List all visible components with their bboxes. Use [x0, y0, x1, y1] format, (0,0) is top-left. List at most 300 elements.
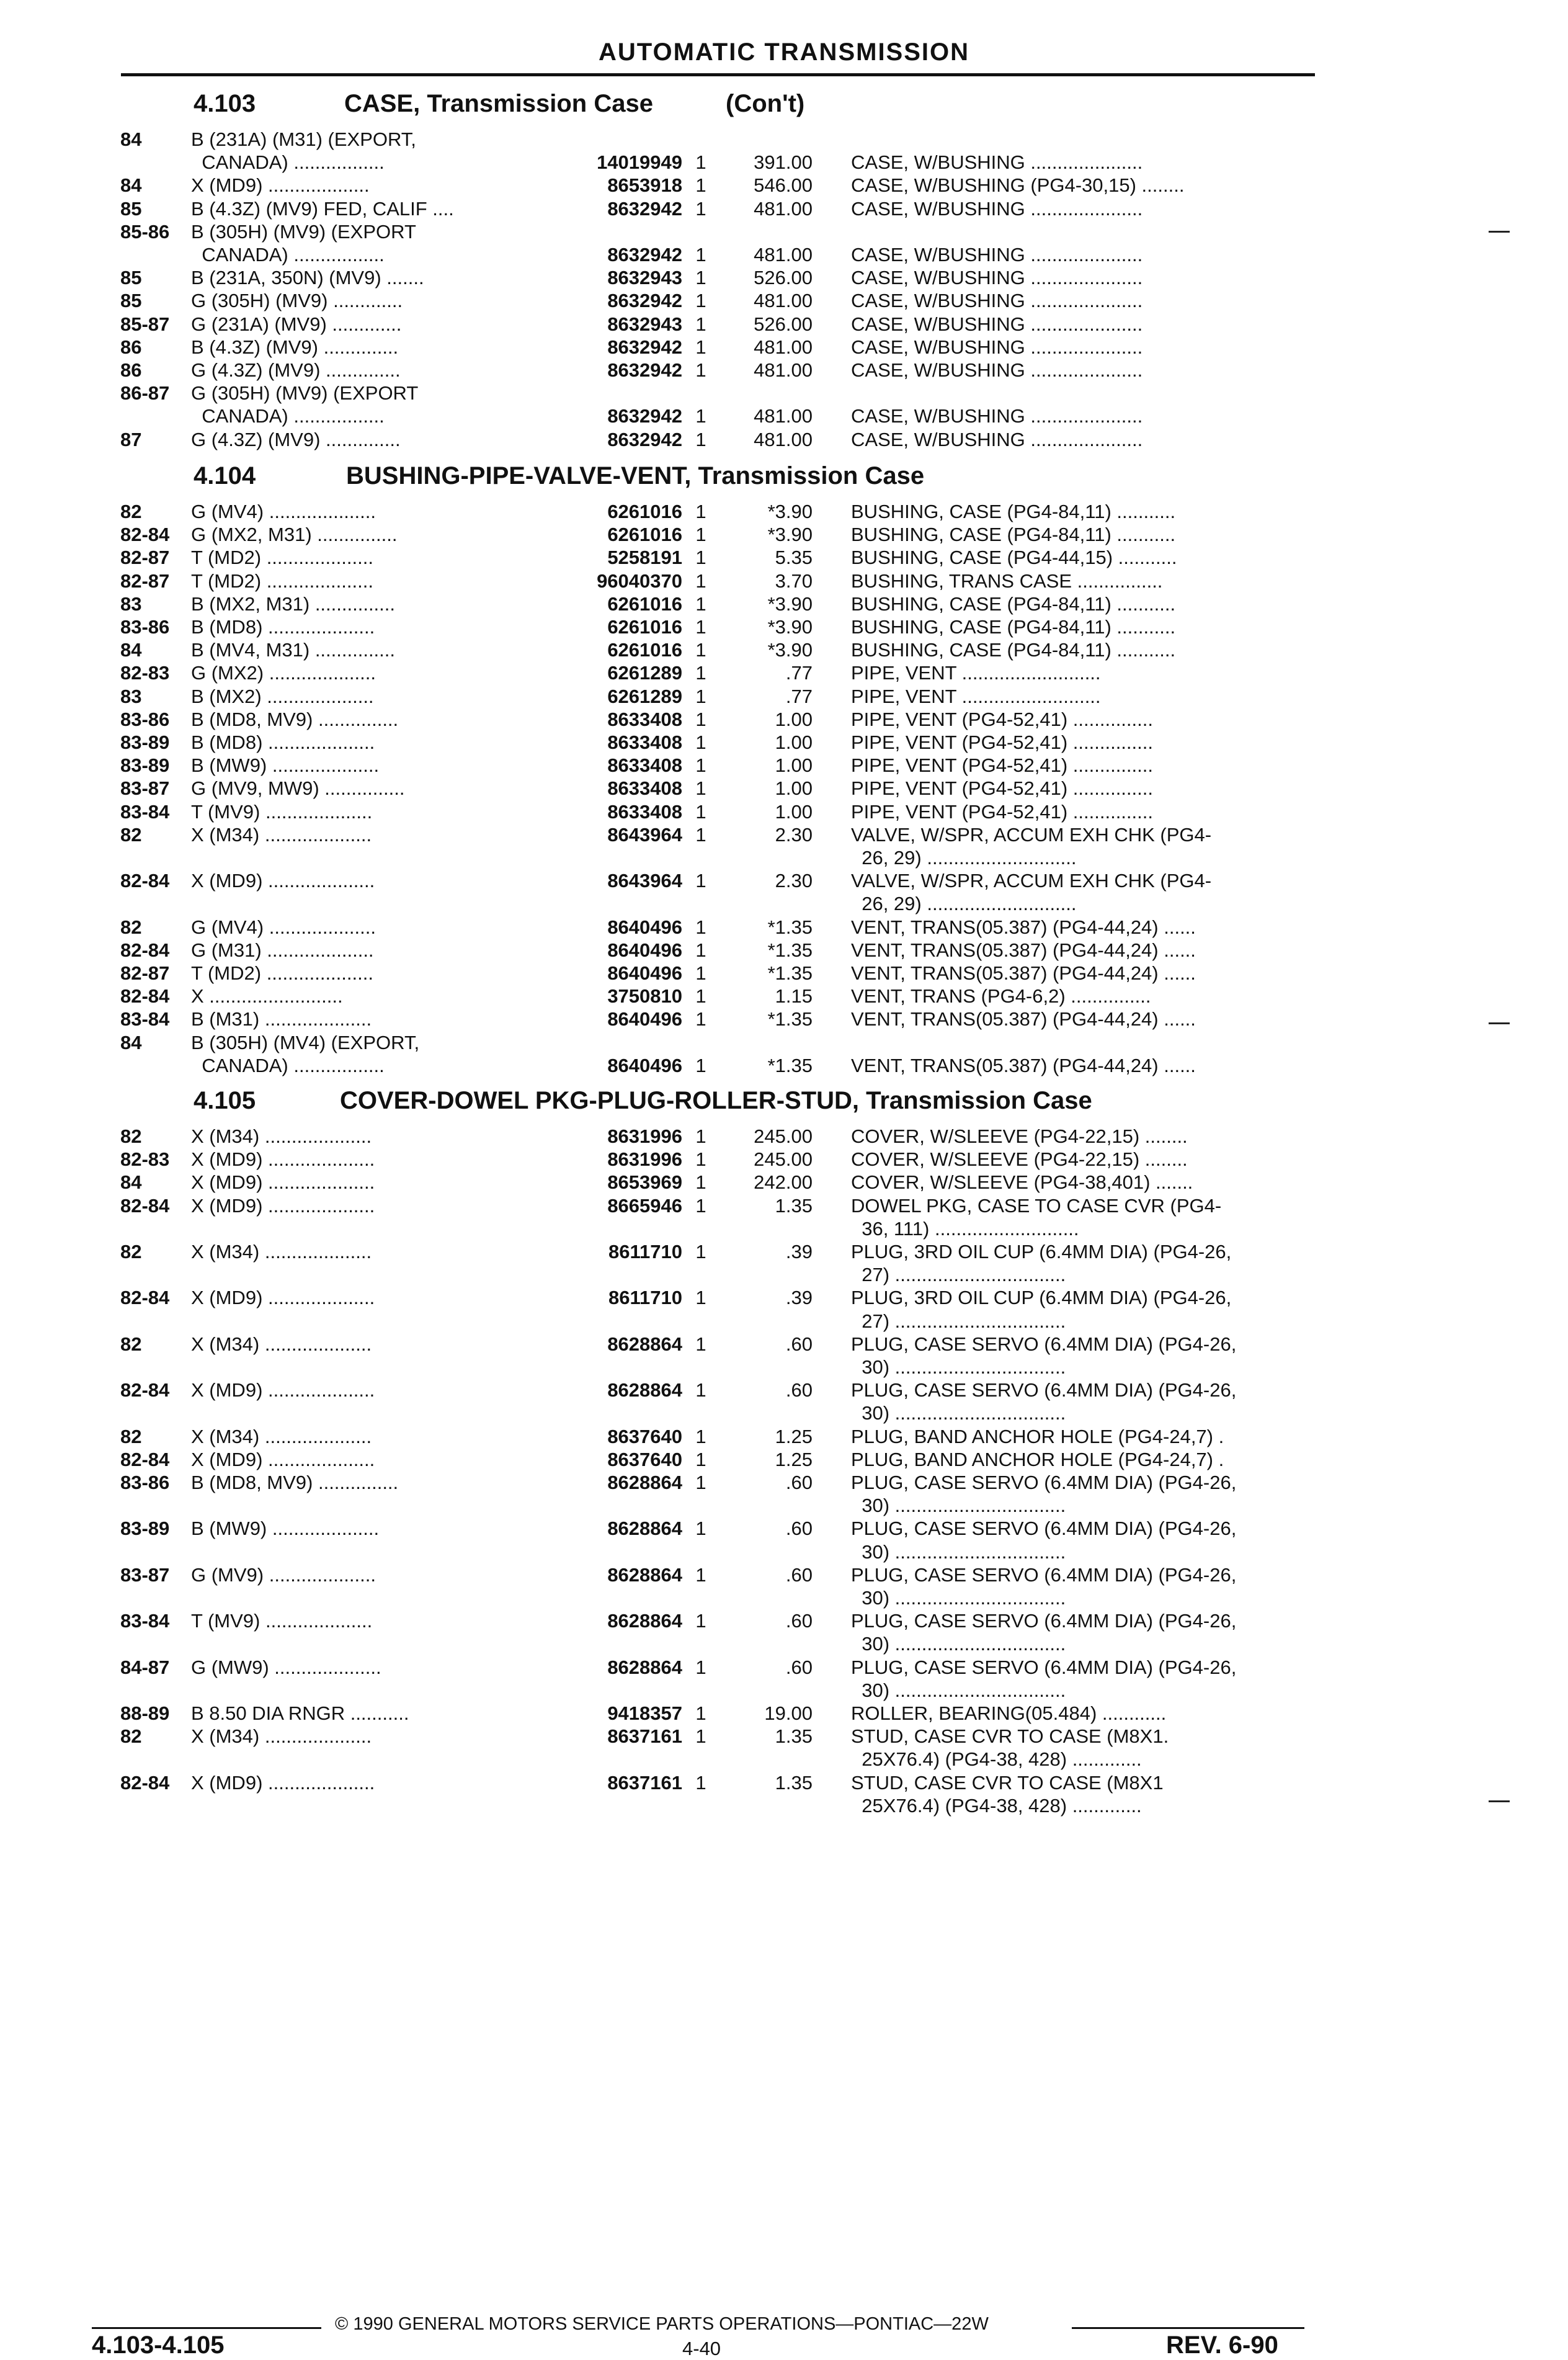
- year-range: 86: [120, 359, 142, 381]
- part-name: VALVE, W/SPR, ACCUM EXH CHK (PG4-: [851, 823, 1212, 846]
- application-description: B (MX2) ....................: [191, 685, 374, 707]
- year-range: 82-84: [120, 1771, 170, 1794]
- part-number: 8640496: [607, 916, 682, 938]
- part-name: CASE, W/BUSHING .....................: [851, 244, 1143, 266]
- part-number: 8632942: [607, 290, 682, 312]
- part-number: 8628864: [607, 1610, 682, 1632]
- price: 1.35: [775, 1725, 813, 1748]
- application-description: X (M34) ....................: [191, 1125, 372, 1147]
- year-range: 84: [120, 174, 142, 197]
- section-title: COVER-DOWEL PKG-PLUG-ROLLER-STUD, Transmission Case: [340, 1087, 1092, 1114]
- year-range: 83-86: [120, 1472, 170, 1493]
- quantity: 1: [695, 1656, 706, 1678]
- part-number: 8611710: [608, 1287, 682, 1309]
- quantity: 1: [695, 359, 706, 381]
- quantity: 1: [695, 639, 706, 661]
- application-description: G (MX2) ....................: [191, 662, 376, 684]
- part-name: 27) ................................: [851, 1310, 1066, 1332]
- part-number: 8640496: [607, 962, 682, 984]
- part-number: 8632942: [607, 336, 682, 358]
- year-range: 86-87: [120, 382, 170, 405]
- part-number: 8632943: [607, 267, 682, 289]
- year-range: 86: [120, 336, 142, 358]
- part-number: 8632943: [607, 313, 682, 335]
- part-name: PIPE, VENT (PG4-52,41) ...............: [851, 731, 1153, 753]
- application-description: G (MV4) ....................: [191, 916, 376, 938]
- year-range: 83-84: [120, 1008, 170, 1030]
- year-range: 82-84: [120, 1448, 170, 1470]
- price: 526.00: [754, 267, 813, 289]
- quantity: 1: [695, 962, 706, 984]
- quantity: 1: [695, 290, 706, 312]
- part-number: 6261289: [607, 662, 682, 684]
- application-description: B (MD8, MV9) ...............: [191, 1472, 399, 1493]
- part-name: PLUG, BAND ANCHOR HOLE (PG4-24,7) .: [851, 1425, 1224, 1447]
- year-range: 82-84: [120, 1194, 170, 1217]
- year-range: 83-84: [120, 1610, 170, 1632]
- application-description: X (MD9) ....................: [191, 1194, 375, 1217]
- price: .60: [785, 1517, 813, 1540]
- year-range: 88-89: [120, 1702, 170, 1724]
- part-name: STUD, CASE CVR TO CASE (M8X1.: [851, 1725, 1169, 1748]
- part-number: 8631996: [607, 1125, 682, 1147]
- part-name: COVER, W/SLEEVE (PG4-22,15) ........: [851, 1148, 1188, 1171]
- part-name: BUSHING, CASE (PG4-84,11) ...........: [851, 616, 1176, 638]
- part-name: BUSHING, CASE (PG4-84,11) ...........: [851, 501, 1176, 522]
- part-name: 30) ................................: [851, 1495, 1066, 1517]
- year-range: 84: [120, 1171, 142, 1194]
- part-name: CASE, W/BUSHING .....................: [851, 313, 1143, 335]
- price: .60: [785, 1656, 813, 1678]
- quantity: 1: [695, 823, 706, 846]
- price: *3.90: [767, 524, 813, 546]
- application-description: G (M31) ....................: [191, 939, 374, 961]
- part-name: 30) ................................: [851, 1633, 1066, 1655]
- year-range: 82-87: [120, 570, 170, 592]
- application-description: X (MD9) ...................: [191, 174, 370, 197]
- footer-section-range: 4.103-4.105: [92, 2331, 225, 2359]
- part-number: 8628864: [607, 1379, 682, 1401]
- part-number: 8632942: [607, 405, 682, 427]
- part-name: PLUG, CASE SERVO (6.4MM DIA) (PG4-26,: [851, 1563, 1237, 1586]
- year-range: 82-84: [120, 870, 170, 892]
- quantity: 1: [695, 1287, 706, 1309]
- part-name: STUD, CASE CVR TO CASE (M8X1: [851, 1771, 1164, 1794]
- application-description: G (231A) (MV9) .............: [191, 313, 402, 335]
- year-range: 83: [120, 685, 142, 707]
- price: 2.30: [775, 823, 813, 846]
- application-description: X (MD9) ....................: [191, 1448, 375, 1470]
- price: .60: [785, 1333, 813, 1355]
- part-number: 3750810: [607, 985, 682, 1008]
- part-number: 8628864: [607, 1333, 682, 1355]
- part-name: VENT, TRANS (PG4-6,2) ...............: [851, 985, 1151, 1008]
- year-range: 82-83: [120, 1148, 170, 1171]
- part-number: 6261016: [607, 616, 682, 638]
- quantity: 1: [695, 174, 706, 197]
- part-number: 8633408: [607, 777, 682, 800]
- footer-revision: REV. 6-90: [1166, 2331, 1278, 2359]
- part-name: 36, 111) ...........................: [851, 1217, 1079, 1240]
- quantity: 1: [695, 547, 706, 569]
- quantity: 1: [695, 1725, 706, 1748]
- price: *1.35: [767, 1008, 813, 1030]
- application-description: B (231A, 350N) (MV9) .......: [191, 267, 424, 289]
- part-number: 8640496: [607, 1054, 682, 1076]
- price: 1.15: [775, 985, 813, 1008]
- application-description: X (M34) ....................: [191, 1725, 372, 1748]
- quantity: 1: [695, 754, 706, 777]
- quantity: 1: [695, 428, 706, 450]
- application-description: X (M34) ....................: [191, 1425, 372, 1447]
- quantity: 1: [695, 1472, 706, 1493]
- part-name: 26, 29) ............................: [851, 893, 1077, 915]
- part-name: CASE, W/BUSHING .....................: [851, 151, 1143, 174]
- part-number: 8640496: [607, 939, 682, 961]
- year-range: 82: [120, 1241, 142, 1263]
- part-name: PLUG, 3RD OIL CUP (6.4MM DIA) (PG4-26,: [851, 1241, 1232, 1263]
- application-description: B (MD8) ....................: [191, 731, 375, 753]
- quantity: 1: [695, 1517, 706, 1540]
- quantity: 1: [695, 1610, 706, 1632]
- application-description: G (MW9) ....................: [191, 1656, 381, 1678]
- part-number: 8637161: [607, 1725, 682, 1748]
- quantity: 1: [695, 405, 706, 427]
- price: 481.00: [754, 244, 813, 266]
- quantity: 1: [695, 662, 706, 684]
- price: *3.90: [767, 616, 813, 638]
- part-name: CASE, W/BUSHING .....................: [851, 405, 1143, 427]
- part-number: 6261016: [607, 501, 682, 522]
- price: 1.00: [775, 800, 813, 823]
- application-description: X .........................: [191, 985, 343, 1008]
- section-number: 4.105: [194, 1087, 256, 1114]
- application-description: B (305H) (MV9) (EXPORT: [191, 220, 416, 243]
- part-name: 30) ................................: [851, 1402, 1066, 1424]
- application-description: B (4.3Z) (MV9) FED, CALIF ....: [191, 197, 454, 220]
- year-range: 85: [120, 290, 142, 312]
- part-name: PIPE, VENT (PG4-52,41) ...............: [851, 754, 1153, 777]
- footer-copyright: © 1990 GENERAL MOTORS SERVICE PARTS OPERATIONS—PONTIAC—22W: [335, 2314, 989, 2334]
- part-name: CASE, W/BUSHING (PG4-30,15) ........: [851, 174, 1185, 197]
- margin-mark: [1489, 1800, 1510, 1802]
- part-number: 14019949: [597, 151, 682, 174]
- application-description: B (MV4, M31) ...............: [191, 639, 396, 661]
- part-name: PIPE, VENT ..........................: [851, 685, 1101, 707]
- price: 391.00: [754, 151, 813, 174]
- header-rule: [121, 73, 1315, 76]
- quantity: 1: [695, 985, 706, 1008]
- part-name: VENT, TRANS(05.387) (PG4-44,24) ......: [851, 916, 1196, 938]
- quantity: 1: [695, 916, 706, 938]
- part-number: 6261289: [607, 685, 682, 707]
- year-range: 82-84: [120, 1287, 170, 1309]
- part-number: 8637640: [607, 1448, 682, 1470]
- part-name: VENT, TRANS(05.387) (PG4-44,24) ......: [851, 1054, 1196, 1076]
- part-name: PLUG, CASE SERVO (6.4MM DIA) (PG4-26,: [851, 1379, 1237, 1401]
- part-name: CASE, W/BUSHING .....................: [851, 359, 1143, 381]
- application-description: B (MD8) ....................: [191, 616, 375, 638]
- section-number: 4.104: [194, 462, 256, 489]
- application-description: G (4.3Z) (MV9) ..............: [191, 359, 401, 381]
- price: *3.90: [767, 592, 813, 615]
- margin-mark: [1489, 231, 1510, 233]
- part-name: ROLLER, BEARING(05.484) ............: [851, 1702, 1167, 1724]
- part-number: 8640496: [607, 1008, 682, 1030]
- price: .60: [785, 1472, 813, 1493]
- price: 481.00: [754, 290, 813, 312]
- quantity: 1: [695, 708, 706, 730]
- part-name: DOWEL PKG, CASE TO CASE CVR (PG4-: [851, 1194, 1222, 1217]
- quantity: 1: [695, 313, 706, 335]
- quantity: 1: [695, 267, 706, 289]
- part-number: 8653918: [607, 174, 682, 197]
- year-range: 82: [120, 823, 142, 846]
- part-number: 6261016: [607, 592, 682, 615]
- application-description: X (MD9) ....................: [191, 1171, 375, 1194]
- footer-page-number: 4-40: [682, 2338, 721, 2359]
- application-description: B (4.3Z) (MV9) ..............: [191, 336, 399, 358]
- application-description: CANADA) .................: [191, 244, 385, 266]
- part-number: 5258191: [607, 547, 682, 569]
- part-name: BUSHING, CASE (PG4-84,11) ...........: [851, 639, 1176, 661]
- application-description: G (MX2, M31) ...............: [191, 524, 398, 546]
- year-range: 84: [120, 128, 142, 150]
- price: *1.35: [767, 1054, 813, 1076]
- section-continued: (Con't): [726, 90, 805, 117]
- quantity: 1: [695, 336, 706, 358]
- price: 19.00: [764, 1702, 813, 1724]
- year-range: 82-84: [120, 985, 170, 1008]
- part-number: 6261016: [607, 524, 682, 546]
- application-description: X (MD9) ....................: [191, 1148, 375, 1171]
- part-name: PLUG, CASE SERVO (6.4MM DIA) (PG4-26,: [851, 1472, 1237, 1493]
- quantity: 1: [695, 1563, 706, 1586]
- quantity: 1: [695, 731, 706, 753]
- price: .39: [785, 1287, 813, 1309]
- year-range: 83-89: [120, 754, 170, 777]
- price: .77: [785, 662, 813, 684]
- quantity: 1: [695, 800, 706, 823]
- quantity: 1: [695, 777, 706, 800]
- quantity: 1: [695, 1333, 706, 1355]
- price: 242.00: [754, 1171, 813, 1194]
- part-name: 30) ................................: [851, 1540, 1066, 1563]
- part-name: PIPE, VENT ..........................: [851, 662, 1101, 684]
- page-title: AUTOMATIC TRANSMISSION: [598, 38, 970, 66]
- application-description: X (M34) ....................: [191, 823, 372, 846]
- part-number: 96040370: [597, 570, 682, 592]
- section-number: 4.103: [194, 90, 256, 117]
- price: 245.00: [754, 1148, 813, 1171]
- price: 3.70: [775, 570, 813, 592]
- part-number: 8633408: [607, 731, 682, 753]
- application-description: T (MD2) ....................: [191, 962, 373, 984]
- part-name: VALVE, W/SPR, ACCUM EXH CHK (PG4-: [851, 870, 1212, 892]
- part-name: VENT, TRANS(05.387) (PG4-44,24) ......: [851, 939, 1196, 961]
- year-range: 83-84: [120, 800, 170, 823]
- year-range: 83-86: [120, 616, 170, 638]
- application-description: X (MD9) ....................: [191, 1771, 375, 1794]
- year-range: 84-87: [120, 1656, 170, 1678]
- part-name: COVER, W/SLEEVE (PG4-22,15) ........: [851, 1125, 1188, 1147]
- application-description: CANADA) .................: [191, 405, 385, 427]
- quantity: 1: [695, 1194, 706, 1217]
- year-range: 82: [120, 1125, 142, 1147]
- price: *1.35: [767, 939, 813, 961]
- application-description: X (MD9) ....................: [191, 870, 375, 892]
- price: *1.35: [767, 962, 813, 984]
- year-range: 85: [120, 197, 142, 220]
- part-number: 8632942: [607, 197, 682, 220]
- part-name: 26, 29) ............................: [851, 847, 1077, 869]
- year-range: 82-84: [120, 1379, 170, 1401]
- part-number: 8611710: [608, 1241, 682, 1263]
- year-range: 87: [120, 428, 142, 450]
- part-number: 8633408: [607, 754, 682, 777]
- application-description: B (231A) (M31) (EXPORT,: [191, 128, 416, 150]
- price: .77: [785, 685, 813, 707]
- price: 481.00: [754, 336, 813, 358]
- year-range: 82-87: [120, 547, 170, 569]
- price: .60: [785, 1563, 813, 1586]
- price: 481.00: [754, 428, 813, 450]
- price: .60: [785, 1379, 813, 1401]
- part-name: PLUG, CASE SERVO (6.4MM DIA) (PG4-26,: [851, 1333, 1237, 1355]
- part-name: PLUG, BAND ANCHOR HOLE (PG4-24,7) .: [851, 1448, 1224, 1470]
- part-name: BUSHING, TRANS CASE ................: [851, 570, 1163, 592]
- part-number: 8632942: [607, 359, 682, 381]
- part-number: 8643964: [607, 823, 682, 846]
- price: 1.25: [775, 1448, 813, 1470]
- quantity: 1: [695, 1448, 706, 1470]
- year-range: 82-84: [120, 939, 170, 961]
- application-description: T (MV9) ....................: [191, 1610, 373, 1632]
- year-range: 82: [120, 1333, 142, 1355]
- application-description: G (MV9, MW9) ...............: [191, 777, 405, 800]
- application-description: B (MD8, MV9) ...............: [191, 708, 399, 730]
- part-number: 8633408: [607, 708, 682, 730]
- part-name: PIPE, VENT (PG4-52,41) ...............: [851, 708, 1153, 730]
- year-range: 83-87: [120, 1563, 170, 1586]
- year-range: 83-87: [120, 777, 170, 800]
- application-description: B (305H) (MV4) (EXPORT,: [191, 1031, 420, 1053]
- part-number: 8631996: [607, 1148, 682, 1171]
- application-description: T (MD2) ....................: [191, 570, 373, 592]
- price: 1.35: [775, 1771, 813, 1794]
- quantity: 1: [695, 151, 706, 174]
- part-number: 8665946: [607, 1194, 682, 1217]
- part-name: 30) ................................: [851, 1679, 1066, 1701]
- part-name: CASE, W/BUSHING .....................: [851, 428, 1143, 450]
- price: 481.00: [754, 197, 813, 220]
- part-name: PLUG, 3RD OIL CUP (6.4MM DIA) (PG4-26,: [851, 1287, 1232, 1309]
- year-range: 82: [120, 1425, 142, 1447]
- year-range: 82: [120, 1725, 142, 1748]
- quantity: 1: [695, 501, 706, 522]
- quantity: 1: [695, 685, 706, 707]
- price: *3.90: [767, 639, 813, 661]
- quantity: 1: [695, 197, 706, 220]
- part-name: 30) ................................: [851, 1587, 1066, 1609]
- year-range: 85-87: [120, 313, 170, 335]
- part-name: PLUG, CASE SERVO (6.4MM DIA) (PG4-26,: [851, 1610, 1237, 1632]
- application-description: B (MW9) ....................: [191, 754, 380, 777]
- price: 245.00: [754, 1125, 813, 1147]
- part-name: PIPE, VENT (PG4-52,41) ...............: [851, 800, 1153, 823]
- quantity: 1: [695, 1008, 706, 1030]
- year-range: 82-83: [120, 662, 170, 684]
- application-description: G (305H) (MV9) .............: [191, 290, 403, 312]
- part-name: CASE, W/BUSHING .....................: [851, 290, 1143, 312]
- year-range: 83-89: [120, 1517, 170, 1540]
- application-description: CANADA) .................: [191, 1054, 385, 1076]
- application-description: G (305H) (MV9) (EXPORT: [191, 382, 419, 405]
- price: 5.35: [775, 547, 813, 569]
- margin-mark: [1489, 1022, 1510, 1024]
- year-range: 83-89: [120, 731, 170, 753]
- price: 546.00: [754, 174, 813, 197]
- application-description: B 8.50 DIA RNGR ...........: [191, 1702, 409, 1724]
- quantity: 1: [695, 524, 706, 546]
- quantity: 1: [695, 870, 706, 892]
- application-description: B (MX2, M31) ...............: [191, 592, 396, 615]
- quantity: 1: [695, 616, 706, 638]
- part-name: BUSHING, CASE (PG4-44,15) ...........: [851, 547, 1177, 569]
- price: *3.90: [767, 501, 813, 522]
- application-description: G (4.3Z) (MV9) ..............: [191, 428, 401, 450]
- application-description: CANADA) .................: [191, 151, 385, 174]
- part-number: 8628864: [607, 1517, 682, 1540]
- quantity: 1: [695, 1241, 706, 1263]
- section-title: CASE, Transmission Case: [344, 90, 653, 117]
- quantity: 1: [695, 1054, 706, 1076]
- quantity: 1: [695, 592, 706, 615]
- part-name: PLUG, CASE SERVO (6.4MM DIA) (PG4-26,: [851, 1656, 1237, 1678]
- application-description: X (MD9) ....................: [191, 1379, 375, 1401]
- year-range: 85: [120, 267, 142, 289]
- year-range: 82-84: [120, 524, 170, 546]
- quantity: 1: [695, 570, 706, 592]
- part-name: BUSHING, CASE (PG4-84,11) ...........: [851, 524, 1176, 546]
- part-name: VENT, TRANS(05.387) (PG4-44,24) ......: [851, 1008, 1196, 1030]
- year-range: 84: [120, 1031, 142, 1053]
- quantity: 1: [695, 1425, 706, 1447]
- part-name: VENT, TRANS(05.387) (PG4-44,24) ......: [851, 962, 1196, 984]
- price: 481.00: [754, 405, 813, 427]
- price: 1.35: [775, 1194, 813, 1217]
- application-description: X (M34) ....................: [191, 1241, 372, 1263]
- part-number: 8632942: [607, 244, 682, 266]
- year-range: 83: [120, 592, 142, 615]
- quantity: 1: [695, 1379, 706, 1401]
- part-number: 6261016: [607, 639, 682, 661]
- price: 1.00: [775, 754, 813, 777]
- application-description: X (M34) ....................: [191, 1333, 372, 1355]
- price: 1.25: [775, 1425, 813, 1447]
- year-range: 85-86: [120, 220, 170, 243]
- price: 526.00: [754, 313, 813, 335]
- year-range: 82: [120, 916, 142, 938]
- quantity: 1: [695, 939, 706, 961]
- part-name: CASE, W/BUSHING .....................: [851, 267, 1143, 289]
- part-number: 9418357: [607, 1702, 682, 1724]
- application-description: G (MV9) ....................: [191, 1563, 376, 1586]
- quantity: 1: [695, 1148, 706, 1171]
- year-range: 82: [120, 501, 142, 522]
- section-title: BUSHING-PIPE-VALVE-VENT, Transmission Case: [346, 462, 925, 489]
- part-number: 8653969: [607, 1171, 682, 1194]
